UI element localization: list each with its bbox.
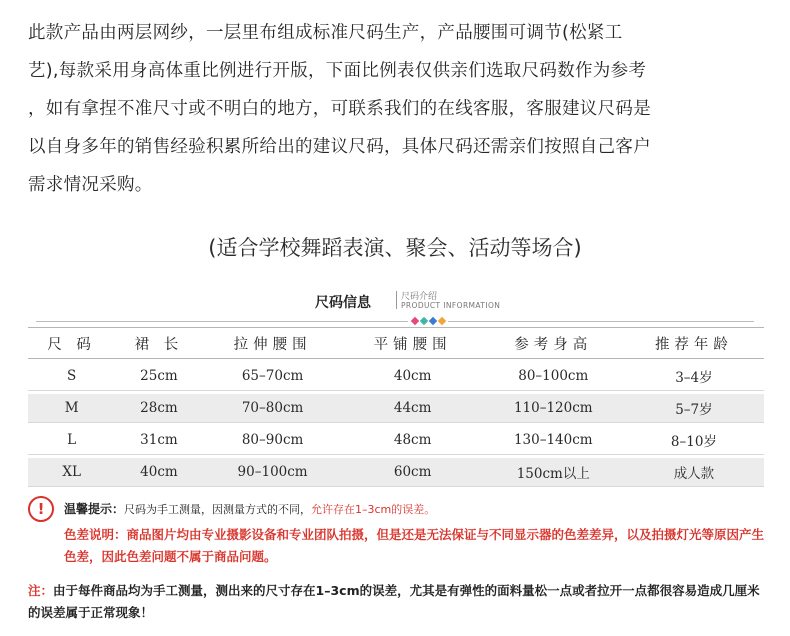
cell-recommended-age: 3–4岁 (624, 362, 764, 391)
cell-stretched-waist: 65–70cm (203, 362, 343, 391)
notice-text: 尺码为手工测量，因测量方式的不同， (124, 503, 312, 516)
size-info-heading (0, 288, 790, 312)
heading-separator (396, 291, 397, 309)
cell-reference-height: 130–140cm (483, 426, 624, 455)
notice-label: 温馨提示： (64, 502, 125, 516)
intro-text (28, 14, 768, 204)
footnote-text: 由于每件商品均为手工测量，测出来的尺寸存在1–3cm的误差，尤其是有弹性的面料量松一点或者拉开一点都很容易造成几厘米的误差属于正常现象！ (28, 583, 760, 620)
cell-size: L (28, 426, 115, 455)
cell-stretched-waist: 80–90cm (203, 426, 343, 455)
table-row (28, 458, 764, 487)
header-recommended-age: 推荐年龄 (624, 327, 764, 359)
occasion-subtitle: (适合学校舞蹈表演、聚会、活动等场合) (208, 236, 582, 260)
cell-recommended-age: 成人款 (624, 458, 764, 487)
intro-line: 此款产品由两层网纱，一层里布组成标准尺码生产，产品腰围可调节(松紧工 (28, 23, 623, 43)
size-info-subtitle-cn: 尺码介绍 (401, 292, 438, 302)
footnote-label: 注： (28, 583, 54, 598)
cell-reference-height: 150cm以上 (483, 458, 624, 487)
color-difference-note: 色差说明：商品图片均由专业摄影设备和专业团队拍摄，但是还是无法保证与不同显示器的色差差异，以及拍摄灯光等原因产生色差，因此色差问题不属于商品问题。 (64, 527, 765, 564)
size-table (28, 324, 764, 490)
cell-skirt-length: 25cm (115, 362, 202, 391)
cell-size: XL (28, 458, 115, 487)
cell-recommended-age: 8–10岁 (624, 426, 764, 455)
cell-skirt-length: 28cm (115, 394, 202, 423)
header-size: 尺 码 (28, 327, 115, 359)
exclamation-icon: ! (28, 496, 54, 522)
cell-stretched-waist: 90–100cm (203, 458, 343, 487)
cell-size: S (28, 362, 115, 391)
table-header-row (28, 327, 764, 359)
divider-line (36, 321, 754, 322)
cell-recommended-age: 5–7岁 (624, 394, 764, 423)
footnote (28, 580, 768, 624)
cell-flat-waist: 60cm (343, 458, 483, 487)
cell-flat-waist: 48cm (343, 426, 483, 455)
cell-stretched-waist: 70–80cm (203, 394, 343, 423)
intro-line: 艺),每款采用身高体重比例进行开版，下面比例表仅供亲们选取尺码数作为参考 (28, 61, 647, 81)
cell-reference-height: 80–100cm (483, 362, 624, 391)
cell-skirt-length: 31cm (115, 426, 202, 455)
measurement-notice (64, 500, 435, 517)
intro-line: ，如有拿捏不准尺寸或不明白的地方，可联系我们的在线客服，客服建议尺码是 (28, 99, 651, 119)
size-info-subtitle-en: PRODUCT INFORMATION (401, 301, 501, 310)
header-flat-waist: 平铺腰围 (343, 327, 483, 359)
intro-line: 以自身多年的销售经验积累所给出的建议尺码，具体尺码还需亲们按照自己客户 (28, 137, 651, 157)
size-info-title: 尺码信息 (315, 295, 371, 311)
cell-skirt-length: 40cm (115, 458, 202, 487)
intro-line: 需求情况采购。 (28, 175, 153, 195)
notice-highlight: 允许存在1–3cm的误差。 (311, 503, 436, 516)
table-row (28, 362, 764, 391)
cell-flat-waist: 40cm (343, 362, 483, 391)
cell-reference-height: 110–120cm (483, 394, 624, 423)
cell-size: M (28, 394, 115, 423)
cell-flat-waist: 44cm (343, 394, 483, 423)
table-row (28, 394, 764, 423)
table-row (28, 426, 764, 455)
header-skirt-length: 裙 长 (115, 327, 202, 359)
header-stretched-waist: 拉伸腰围 (203, 327, 343, 359)
header-reference-height: 参考身高 (483, 327, 624, 359)
